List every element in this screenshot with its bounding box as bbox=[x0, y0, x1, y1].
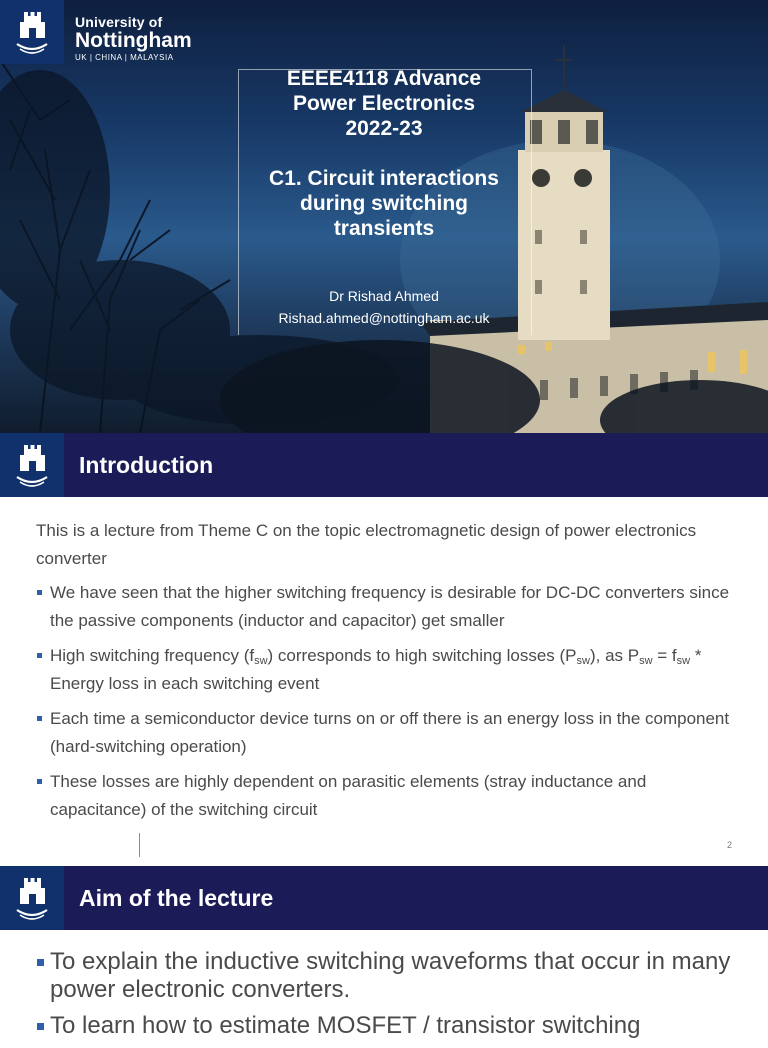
bullet-item: We have seen that the higher switching frequency is desirable for DC-DC converters since the passive components (inductor and capacitor) get smaller bbox=[36, 579, 736, 635]
course-title-line2: Power Electronics bbox=[292, 92, 476, 115]
intro-bullet-list bbox=[36, 579, 736, 831]
university-campuses: UK | CHINA | MALAYSIA bbox=[75, 53, 174, 62]
university-crest-icon bbox=[0, 866, 64, 930]
lecture-title-line3: transients bbox=[333, 217, 435, 240]
author-name: Dr Rishad Ahmed bbox=[329, 288, 439, 304]
university-crest-icon bbox=[0, 433, 64, 497]
lecture-title-line1: C1. Circuit interactions bbox=[269, 167, 499, 190]
university-crest-icon bbox=[0, 0, 64, 64]
bullet-item: High switching frequency $(f_{sw})$ corresponds to high switching losses $(P_{sw})$, as $P_{sw} = f_{sw}$ * Energy loss in each switching event bbox=[36, 642, 736, 698]
lecture-title-line2: during switching bbox=[300, 192, 468, 215]
page-number: 2 bbox=[727, 840, 733, 850]
university-name-line2: Nottingham bbox=[75, 29, 192, 52]
bullet-item: To explain the inductive switching waveforms that occur in many power electronic converters. bbox=[36, 948, 736, 1004]
slide-title: Introduction bbox=[79, 452, 214, 478]
university-name bbox=[75, 14, 192, 64]
introduction-slide bbox=[0, 433, 768, 866]
university-logo bbox=[0, 0, 64, 64]
aim-bullet-list bbox=[36, 948, 736, 1048]
slide-title: Aim of the lecture bbox=[79, 885, 274, 911]
header-logo bbox=[0, 866, 64, 930]
title-slide bbox=[0, 0, 768, 433]
title-block bbox=[238, 66, 530, 330]
slide-header bbox=[0, 433, 768, 497]
bullet-item: These losses are highly dependent on parasitic elements (stray inductance and capacitance) of the switching circuit bbox=[36, 768, 736, 824]
intro-paragraph: This is a lecture from Theme C on the topic electromagnetic design of power electronics converter bbox=[36, 521, 697, 568]
author-email: Rishad.ahmed@nottingham.ac.uk bbox=[278, 310, 490, 326]
slide-header bbox=[0, 866, 768, 930]
course-year: 2022-23 bbox=[345, 117, 423, 140]
university-name-line1: University of bbox=[75, 14, 163, 30]
header-logo bbox=[0, 433, 64, 497]
bullet-item: To learn how to estimate MOSFET / transistor switching bbox=[36, 1012, 736, 1040]
aim-slide bbox=[0, 866, 768, 1039]
course-title-line1: EEEE4118 Advance bbox=[286, 67, 482, 90]
bullet-item: Each time a semiconductor device turns on or off there is an energy loss in the component (hard-switching operation) bbox=[36, 705, 736, 761]
footer-divider bbox=[139, 833, 140, 857]
